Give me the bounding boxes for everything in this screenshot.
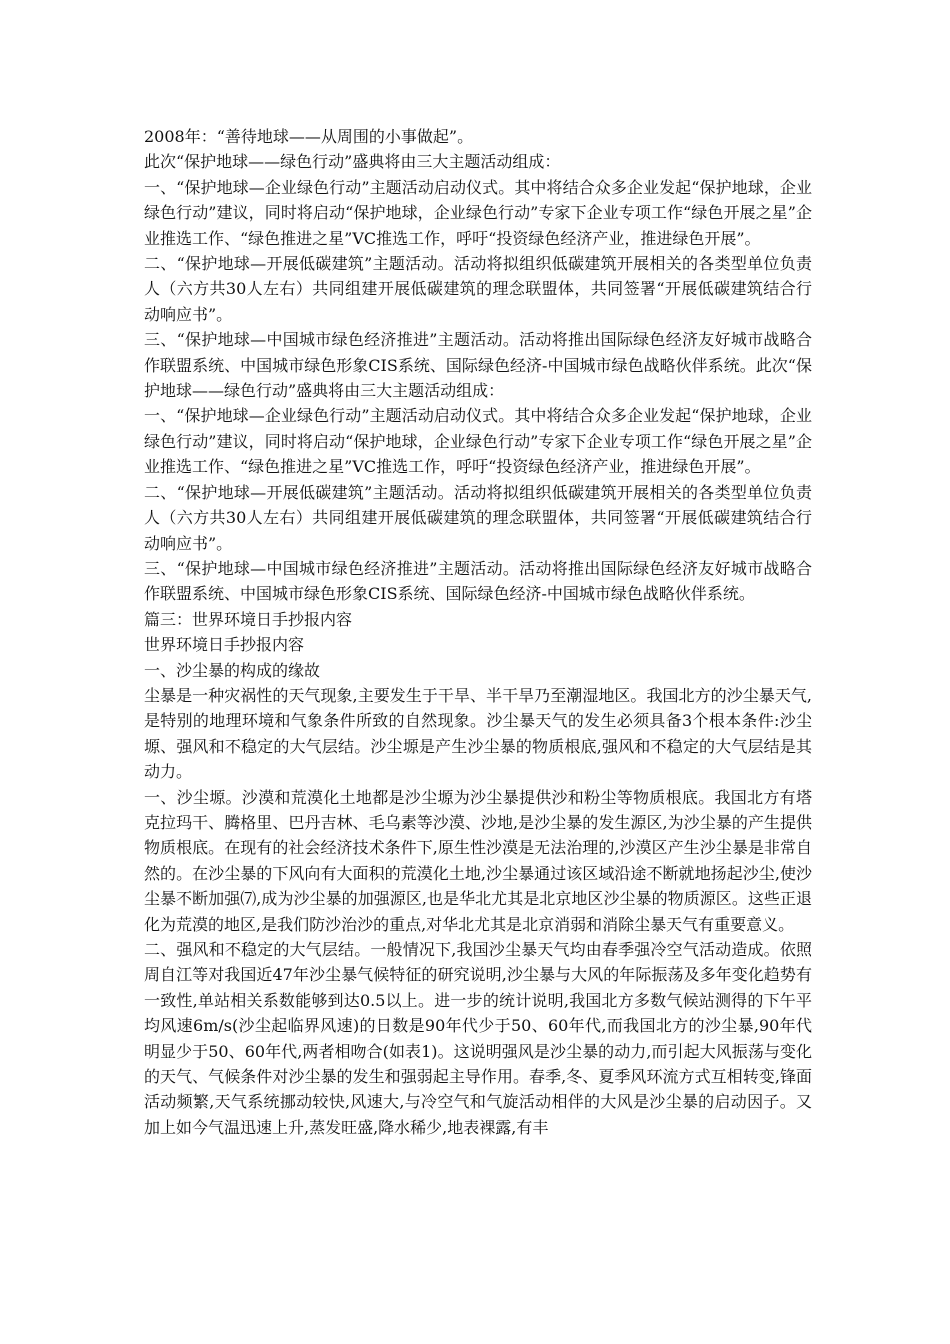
- activity-three-repeat: 三、“保护地球—中国城市绿色经济推进”主题活动。活动将推出国际绿色经济友好城市战略合作联盟系统、中国城市绿色形象CIS系统、国际绿色经济-中国城市绿色战略伙伴系统。: [144, 558, 812, 604]
- sandstorm-causes-heading: 一、沙尘暴的构成的缘故: [144, 660, 321, 680]
- activity-two-repeat: 二、“保护地球—开展低碳建筑”主题活动。活动将拟组织低碳建筑开展相关的各类型单位负责人（六方共30人左右）共同组建开展低碳建筑的理念联盟体，共同签署“开展低碳建筑结合行动响应书”。: [144, 482, 812, 553]
- activity-one: 一、“保护地球—企业绿色行动”主题活动启动仪式。其中将结合众多企业发起“保护地球，企业绿色行动”建议，同时将启动“保护地球，企业绿色行动”专家下企业专项工作“绿色开展之星”企业推选工作、“绿色推进之星”VC推选工作，呼吁“投资绿色经济产业，推进绿色开展”。: [144, 177, 812, 248]
- ceremony-intro: 此次“保护地球——绿色行动”盛典将由三大主题活动组成：: [144, 152, 561, 172]
- document-body: [144, 124, 812, 1140]
- sandstorm-intro-paragraph: 尘暴是一种灾祸性的天气现象,主要发生于干旱、半干旱乃至潮湿地区。我国北方的沙尘暴天气,是特别的地理环境和气象条件所致的自然现象。沙尘暴天气的发生必须具备3个根本条件:沙尘塬、强风和不稳定的大气层结。沙尘塬是产生沙尘暴的物质根底,强风和不稳定的大气层结是其动力。: [144, 685, 812, 782]
- strong-wind-paragraph: 二、强风和不稳定的大气层结。一般情况下,我国沙尘暴天气均由春季强冷空气活动造成。依照周自江等对我国近47年沙尘暴气候特征的研究说明,沙尘暴与大风的年际振荡及多年变化趋势有一致性,单站相关系数能够到达0.5以上。进一步的统计说明,我国北方多数气候站测得的下午平均风速6m/s(沙尘起临界风速)的日数是90年代少于50、60年代,而我国北方的沙尘暴,90年代明显少于50、60年代,两者相吻合(如表1)。这说明强风是沙尘暴的动力,而引起大风振荡与变化的天气、气候条件对沙尘暴的发生和强弱起主导作用。春季,冬、夏季风环流方式互相转变,锋面活动频繁,天气系统挪动较快,风速大,与冷空气和气旋活动相伴的大风是沙尘暴的启动因子。又加上如今气温迅速上升,蒸发旺盛,降水稀少,地表裸露,有丰: [144, 940, 812, 1137]
- section-heading-part-three: 篇三：世界环境日手抄报内容: [144, 609, 353, 629]
- activity-three: 三、“保护地球—中国城市绿色经济推进”主题活动。活动将推出国际绿色经济友好城市战略合作联盟系统、中国城市绿色形象CIS系统、国际绿色经济-中国城市绿色战略伙伴系统。此次“保护地球——绿色行动”盛典将由三大主题活动组成：: [144, 330, 812, 401]
- sand-source-paragraph: 一、沙尘塬。沙漠和荒漠化土地都是沙尘塬为沙尘暴提供沙和粉尘等物质根底。我国北方有塔克拉玛干、腾格里、巴丹吉林、毛乌素等沙漠、沙地,是沙尘暴的发生源区,为沙尘暴的产生提供物质根底。在现有的社会经济技术条件下,原生性沙漠是无法治理的,沙漠区产生沙尘暴是非常自然的。在沙尘暴的下风向有大面积的荒漠化土地,沙尘暴通过该区域沿途不断就地扬起沙尘,使沙尘暴不断加强⑺,成为沙尘暴的加强源区,也是华北尤其是北京地区沙尘暴的物质源区。这些正退化为荒漠的地区,是我们防沙治沙的重点,对华北尤其是北京消弱和消除尘暴天气有重要意义。: [144, 787, 812, 934]
- activity-two: 二、“保护地球—开展低碳建筑”主题活动。活动将拟组织低碳建筑开展相关的各类型单位负责人（六方共30人左右）共同组建开展低碳建筑的理念联盟体，共同签署“开展低碳建筑结合行动响应书”。: [144, 254, 812, 324]
- intro-year-slogan: 2008年：“善待地球——从周围的小事做起”。: [144, 127, 474, 146]
- section-subheading: 世界环境日手抄报内容: [144, 635, 305, 655]
- activity-one-repeat: 一、“保护地球—企业绿色行动”主题活动启动仪式。其中将结合众多企业发起“保护地球，企业绿色行动”建议，同时将启动“保护地球，企业绿色行动”专家下企业专项工作“绿色开展之星”企业推选工作、“绿色推进之星”VC推选工作，呼吁“投资绿色经济产业，推进绿色开展”。: [144, 406, 812, 477]
